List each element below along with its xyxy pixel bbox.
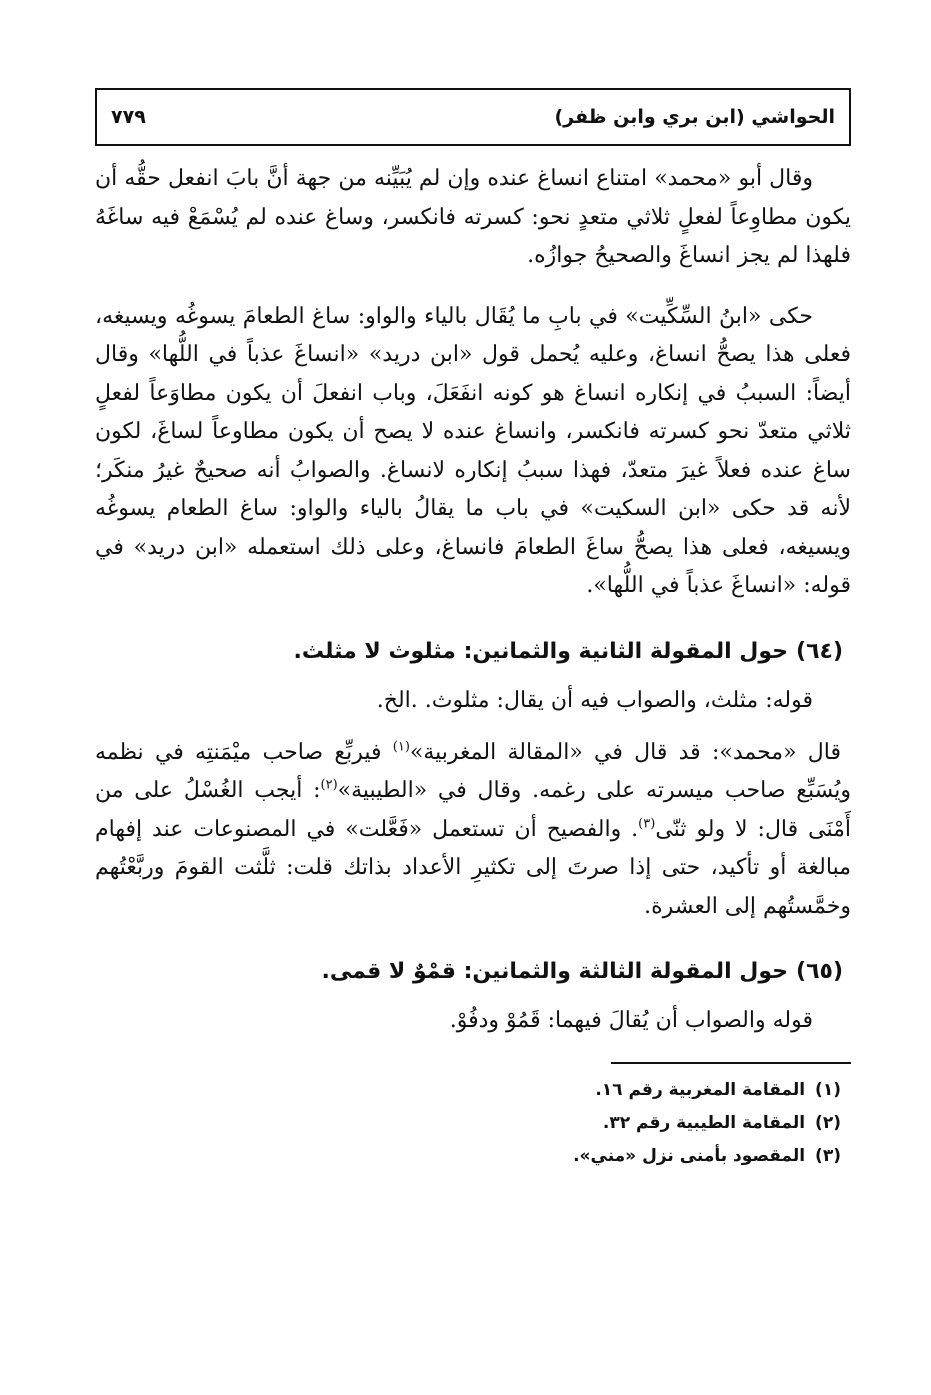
section-quote-64: قوله: مثلث، والصواب فيه أن يقال: مثلوث. .الخ. (376, 687, 813, 713)
header-title: الحواشي (ابن بري وابن ظفر) (554, 106, 835, 128)
footnote-ref-3: (٣) (638, 816, 656, 832)
footnotes (95, 1074, 851, 1173)
page-number: ٧٧٩ (111, 106, 146, 128)
section-body-64-part3: : أيجب الغُسْلُ على من أَمْنَى قال: لا ولو ثنّى (95, 778, 851, 842)
section-body-64-part4: . والفصيح أن تستعمل «فَعَّلت» في المصنوعات عند إفهام مبالغة أو تأكيد، حتى إذا صرتَ إلى تكثيرِ الأعداد بذاتك قلت: ثلَّثت القومَ وربَّعْتُهم وخمَّستُهم إلى العشرة. (95, 816, 851, 919)
footnote-text: المقصود بأمنى نزل «مني». (573, 1146, 806, 1166)
section-body-64-part1: قال «محمد»: قد قال في «المقالة المغربية» (409, 739, 841, 765)
footnote (95, 1140, 841, 1173)
section-title-64: حول المقولة الثانية والثمانين: مثلوث لا مثلث. (293, 638, 789, 664)
section-title-65: حول المقولة الثالثة والثمانين: قمْوٌ لا قمى. (321, 959, 789, 984)
section-body-64-part2: فيربِّع صاحب ميْمَنتِه في نظمه ويُسَبِّع صاحب ميسرته على رغمه. وقال في «الطيبية» (95, 739, 851, 803)
footnote-ref-2: (٢) (320, 777, 338, 793)
section-heading-65 (95, 952, 851, 992)
book-page (95, 88, 851, 1378)
section-quote-65: قوله والصواب أن يُقالَ فيهما: قَمُوْ ودفُوْ. (449, 1008, 813, 1033)
footnote-number: (١) (815, 1080, 841, 1100)
footnote-ref-1: (١) (392, 739, 410, 755)
footnote-number: (٣) (815, 1146, 841, 1166)
paragraph-1: وقال أبو «محمد» امتناع انساغ عنده وإن لم يُبَيِّنه من جهة أنَّ بابَ انفعل حقُّه أن يكون مطاوِعاً لفعلٍ ثلاثي متعدٍ نحو: كسرته فانكسر، وساغ عنده لم يُسْمَعْ فيه ساغَهُ فلهذا لم يجز انساغَ والصحيحُ جوازُه. (95, 166, 851, 268)
footnote (95, 1074, 841, 1107)
running-header (95, 88, 851, 146)
section-heading-64 (95, 632, 851, 672)
footnote (95, 1107, 841, 1140)
section-body-64 (95, 734, 851, 927)
page-content (95, 146, 851, 1173)
section-number-65: (٦٥) (796, 959, 843, 984)
footnote-number: (٢) (815, 1113, 841, 1133)
footnote-divider (611, 1062, 851, 1064)
footnote-text: المقامة الطيبية رقم ٣٢. (602, 1113, 806, 1133)
section-number-64: (٦٤) (796, 638, 843, 664)
footnote-text: المقامة المغربية رقم ١٦. (595, 1080, 806, 1100)
paragraph-2: حكى «ابنُ السِّكِّيت» في بابِ ما يُقَال بالياء والواو: ساغ الطعامَ يسوغُه ويسيغه، فعلى هذا يصحُّ انساغ، وعليه يُحمل قول «ابن دريد» «انساغَ عذباً في اللُّها» وقال أيضاً: السببُ في إنكاره انساغ هو كونه انفَعَلَ، وباب انفعلَ أن يكون مطاوَعاً لفعلٍ ثلاثي متعدّ نحو كسرته فانكسر، وانساغ عنده لا يصح أن يكون مطاوعاً لساغَ، لكون ساغ عنده فعلاً غيرَ متعدّ، فهذا سببُ إنكاره لانساغ. والصوابُ أنه صحيحٌ غيرُ منكَر؛ لأنه قد حكى «ابن السكيت» في باب ما يقالُ بالياء والواو: ساغ الطعام يسوغُه ويسيغه، فعلى هذا يصحُّ ساغَ الطعامَ فانساغ، وعلى ذلك استعمله «ابن دريد» في قوله: «انساغَ عذباً في اللُّها». (95, 303, 851, 598)
